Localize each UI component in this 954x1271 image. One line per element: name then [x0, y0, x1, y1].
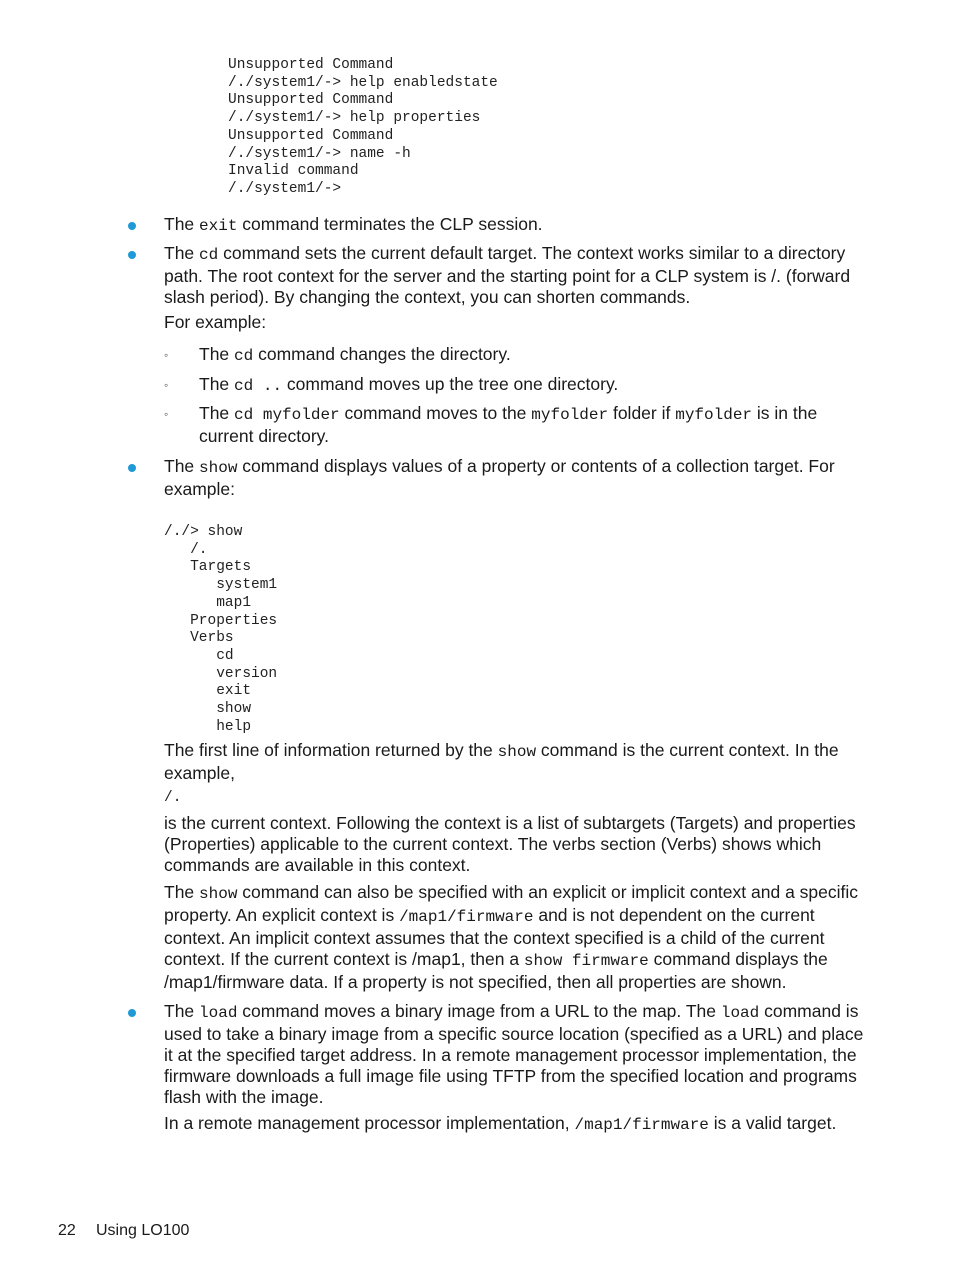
show-output-line: /. [190, 541, 208, 558]
exit-command-paragraph: The exit command terminates the CLP session. [164, 214, 543, 235]
code-block-1-line: Unsupported Command [228, 92, 394, 109]
show-output-line: Verbs [190, 630, 234, 647]
cd-sub-item-2: The cd .. command moves up the tree one directory. [199, 374, 619, 395]
code-block-show-output [164, 524, 277, 736]
code-block-1-line: Unsupported Command [228, 57, 394, 73]
code-block-1-line: /./system1/-> help enabledstate [228, 74, 498, 91]
code-block-help-commands [228, 57, 498, 199]
show-output-line: Targets [190, 559, 252, 576]
show-output-line: system1 [216, 577, 278, 594]
show-output-line: exit [216, 683, 252, 700]
cd-command-paragraph: The cd command sets the current default target. The context works similar to a directory path. The root context for the server and the starting point for a CLP system is /. (forward slash period). By changing the context, you can shorten commands. [164, 243, 851, 307]
code-block-1-line: /./system1/-> name -h [228, 145, 411, 162]
show-first-line-paragraph: The first line of information returned by the show command is the current context. In the example, [164, 740, 839, 783]
bullet-marker [128, 464, 136, 472]
sub-bullet-marker: ◦ [164, 378, 169, 392]
bullet-marker [128, 251, 136, 259]
sub-bullet-marker: ◦ [164, 348, 169, 362]
page-number: 22 [58, 1222, 76, 1239]
footer-section-title: Using LO100 [96, 1222, 190, 1239]
load-target-paragraph: In a remote management processor implementation, /map1/firmware is a valid target. [164, 1113, 837, 1134]
show-output-line: help [164, 718, 252, 735]
show-output-line: map1 [216, 594, 252, 611]
code-block-1-line: Unsupported Command [228, 127, 394, 144]
code-block-1-line: /./system1/-> help properties [228, 110, 481, 127]
show-output-line: /./> show [164, 524, 243, 540]
sub-bullet-marker: ◦ [164, 407, 169, 421]
explicit-context-paragraph: The show command can also be specified with an explicit or implicit context and a specific property. An explicit context is /map1/firmware and is not dependent on the current context. An implicit context assumes that the context specified is a child of the current context. If the current context is /map1, then a show firmware command displays the /map1/firmware data. If a property is not specified, then all properties are shown. [164, 882, 859, 992]
show-output-line: Properties [190, 612, 278, 629]
code-block-1-line: /./system1/-> [228, 180, 342, 197]
for-example-label: For example: [164, 312, 267, 332]
show-output-line: cd [216, 647, 234, 664]
show-output-line: version [216, 665, 278, 682]
show-output-line: show [216, 701, 252, 718]
cd-sub-item-1: The cd command changes the directory. [199, 344, 511, 365]
context-code: /. [164, 790, 182, 806]
code-block-1-line: Invalid command [228, 163, 359, 180]
current-context-paragraph: is the current context. Following the context is a list of subtargets (Targets) and properties (Properties) applicable to the current context. The verbs section (Verbs) shows which commands are available in this context. [164, 813, 856, 875]
show-command-paragraph: The show command displays values of a property or contents of a collection target. For example: [164, 456, 835, 499]
load-command-paragraph: The load command moves a binary image from a URL to the map. The load command is used to take a binary image from a specific source location (specified as a URL) and place it at the specified target address. In a remote management processor implementation, the firmware downloads a full image file using TFTP from the specified location and programs flash with the image. [164, 1001, 864, 1107]
cd-sub-item-3: The cd myfolder command moves to the myfolder folder if myfolder is in the current directory. [199, 403, 818, 446]
bullet-marker [128, 222, 136, 230]
bullet-marker [128, 1009, 136, 1017]
